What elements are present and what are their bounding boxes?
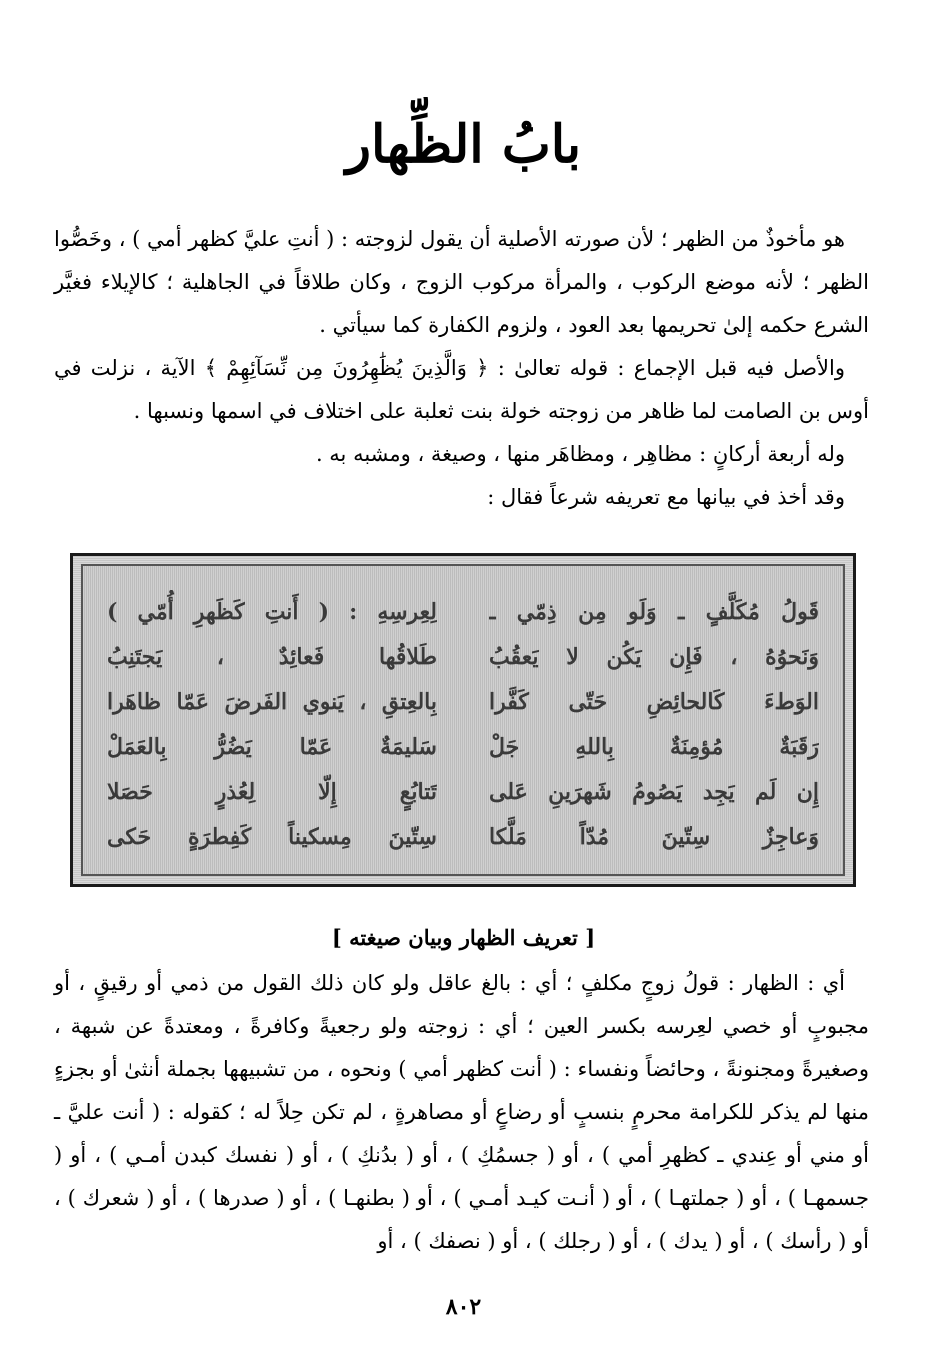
poem-verse [83, 680, 843, 724]
poem-verse [83, 590, 843, 634]
intro-paragraph: وقد أخذ في بيانها مع تعريفه شرعاً فقال : [487, 485, 845, 509]
intro-paragraph: والأصل فيه قبل الإجماع : قوله تعالىٰ : ﴿ وَالَّذِينَ يُظَٰهِرُونَ مِن نِّسَآئِهِمْ ﴾ الآية ، نزلت في أوس بن الصامت لما ظاهر من زوجته خولة بنت ثعلبة على اختلاف في اسمها ونسبها . [54, 356, 869, 423]
verse-second-hemistich: سَليمَةٌ عَمّا يَضُرُّ بِالعَمَلْ [107, 734, 437, 760]
verse-second-hemistich: بِالعِتقِ ، يَنوي الفَرضَ عَمّا ظاهَرا [107, 689, 437, 715]
intro-paragraph: هو مأخوذٌ من الظهر ؛ لأن صورته الأصلية أن يقول لزوجته : ( أنتِ عليَّ كظهر أمي ) ، وخَصُّوا الظهر ؛ لأنه موضع الركوب ، والمرأة مركوب الزوج ، وكان طلاقاً في الجاهلية ؛ كالإيلاء فغيَّر الشرع حكمه إلىٰ تحريمها بعد العود ، ولزوم الكفارة كما سيأتي . [54, 227, 869, 337]
verse-first-hemistich: وَعاجِزٌ سِتّينَ مُدّاً مَلَّكا [489, 824, 819, 850]
verse-second-hemistich: تَتابُعٍ إِلّا لِعُذرٍ حَصَلا [107, 779, 437, 805]
verse-first-hemistich: قَولُ مُكَلَّفٍ ـ وَلَو مِن ذِمّي ـ [489, 599, 819, 625]
verse-second-hemistich: طَلاقُها فَعائِدٌ ، يَجتَنِبُ [107, 644, 437, 670]
verse-first-hemistich: وَنَحوُهُ ، فَإِن يَكُن لا يَعقُبُ [489, 644, 819, 670]
definition-text [54, 962, 869, 1263]
verse-first-hemistich: إِن لَم يَجِد يَصُومُ شَهرَينِ عَلى [489, 779, 819, 805]
section-heading: [ تعريف الظهار وبيان صيغته ] [331, 925, 596, 950]
poem-verse [83, 635, 843, 679]
verse-first-hemistich: رَقَبَةٌ مُؤمِنَةٌ بِاللهِ جَلْ [489, 734, 819, 760]
poem-verse [83, 725, 843, 769]
poem-panel [81, 564, 845, 876]
poem-verse [83, 770, 843, 814]
page-number: ٨٠٢ [445, 1294, 482, 1320]
poem-verse [83, 815, 843, 859]
intro-paragraph: وله أربعة أركانٍ : مظاهِر ، ومظاهَر منها ، وصيغة ، ومشبه به . [315, 442, 845, 466]
verse-second-hemistich: لِعِرسِهِ : ( أَنتِ كَظَهرِ أُمّي ) [107, 599, 437, 625]
verse-first-hemistich: الوَطءَ كَالحائِضِ حَتّى كَفَّرا [489, 689, 819, 715]
intro-text [54, 218, 869, 519]
verse-second-hemistich: سِتّينَ مِسكيناً كَفِطرَةٍ حَكى [107, 824, 437, 850]
definition-paragraph: أي : الظهار : قولُ زوجٍ مكلفٍ ؛ أي : بالغ عاقل ولو كان ذلك القول من ذمي أو رقيقٍ ، أو مجبوبٍ أو خصي لعِرسه بكسر العين ؛ أي : زوجته ولو رجعيةً وكافرةً ، ومعتدةً عن شبهة ، وصغيرةً ومجنونةً ، وحائضاً ونفساء : ( أنت كظهر أمي ) ونحوه ، من تشبيهها بجملة أنثىٰ أو بجزءٍ منها لم يذكر للكرامة محرمٍ بنسبٍ أو رضاعٍ أو مصاهرةٍ ، لم تكن حِلاً له ؛ كقوله : ( أنت عليَّ ـ أو مني أو عِندي ـ كظهرِ أمي ) ، أو ( جسمُكِ ) ، أو ( بدُنكِ ) ، أو ( نفسك كبدن أمـي ) ، أو ( جسمهـا ) ، أو ( جملتهـا ) ، أو ( أنـت كيـد أمـي ) ، أو ( بطنهـا ) ، أو ( صدرها ) ، أو ( شعرك ) ، أو ( رأسك ) ، أو ( يدك ) ، أو ( رجلك ) ، أو ( نصفك ) ، أو [54, 971, 869, 1253]
chapter-title: بابُ الظِّهار [345, 114, 582, 175]
poem-frame [70, 553, 856, 887]
